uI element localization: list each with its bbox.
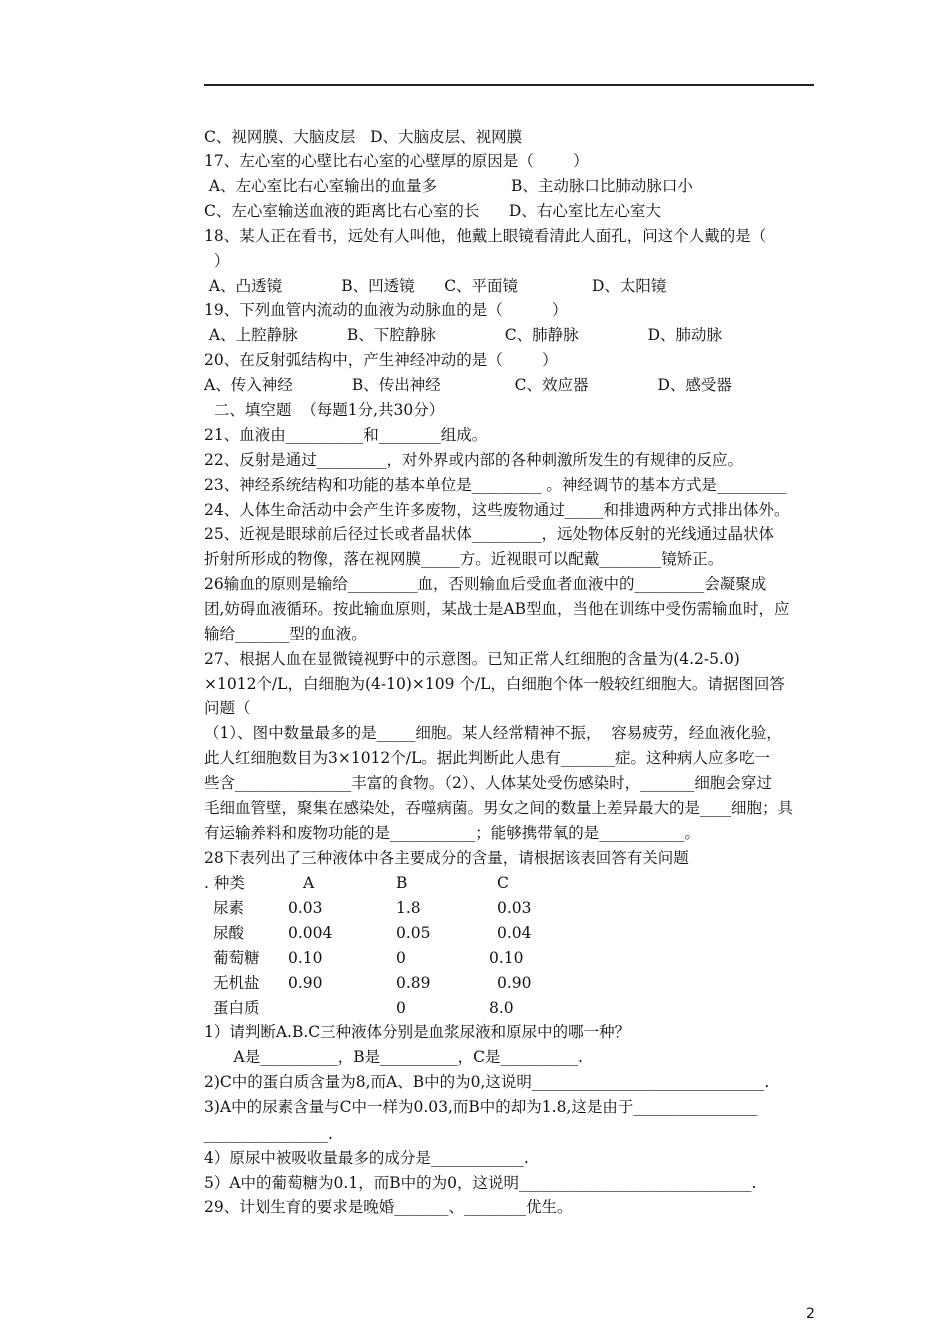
table-cell: 0.10 <box>288 949 323 967</box>
section-heading: 二、填空题 （每题1分,共30分） <box>204 401 445 419</box>
text-line: 输给_______型的血液。 <box>204 625 367 643</box>
question-19: 19、下列血管内流动的血液为动脉血的是（ ） <box>204 301 568 319</box>
text-line: 团,妨碍血液循环。按此输血原则，某战士是AB型血，当他在训练中受伤需输血时，应 <box>204 600 790 618</box>
table-cell: 0 <box>396 999 406 1017</box>
table-header-cell: A <box>303 874 315 892</box>
question-23: 23、神经系统结构和功能的基本单位是_________ 。神经调节的基本方式是_________ <box>204 476 787 494</box>
table-cell: 0.004 <box>288 924 333 942</box>
table-cell: 0.90 <box>497 974 532 992</box>
table-cell: 0.04 <box>497 924 532 942</box>
table-header-cell: . 种类 <box>204 874 245 892</box>
text-line: ） <box>204 252 230 270</box>
text-line: 折射所形成的物像，落在视网膜_____方。近视眼可以配戴________镜矫正。 <box>204 550 724 568</box>
question-26: 26输血的原则是输给_________血，否则输血后受血者血液中的_________会凝聚成 <box>204 575 767 593</box>
text-line: C、左心室输送血液的距离比右心室的长 D、右心室比左心室大 <box>204 202 661 220</box>
text-line: 2)C中的蛋白质含量为8,而A、B中的为0,这说明______________________________. <box>204 1073 770 1091</box>
table-cell: 0 <box>396 949 406 967</box>
question-17: 17、左心室的心壁比右心室的心壁厚的原因是（ ） <box>204 152 589 170</box>
text-line: A、上腔静脉 B、下腔静脉 C、肺静脉 D、肺动脉 <box>204 326 723 344</box>
table-cell: 葡萄糖 <box>213 949 260 967</box>
table-cell: 0.03 <box>497 899 532 917</box>
text-line: ________________. <box>204 1125 333 1143</box>
text-line: 5）A中的葡萄糖为0.1，而B中的为0，这说明______________________________. <box>204 1174 757 1192</box>
table-cell: 尿素 <box>213 899 245 917</box>
question-27: 27、根据人血在显微镜视野中的示意图。已知正常人红细胞的含量为(4.2-5.0) <box>204 650 740 668</box>
text-line: A、凸透镜 B、凹透镜 C、平面镜 D、太阳镜 <box>204 277 667 295</box>
question-28: 28下表列出了三种液体中各主要成分的含量，请根据该表回答有关问题 <box>204 849 689 867</box>
header-rule <box>204 84 814 86</box>
text-line: 3)A中的尿素含量与C中一样为0.03,而B中的却为1.8,这是由于________________ <box>204 1098 758 1116</box>
page-number: 2 <box>806 1306 815 1322</box>
question-20: 20、在反射弧结构中，产生神经冲动的是（ ） <box>204 351 558 369</box>
text-line: 有运输养料和废物功能的是___________；能够携带氧的是___________。 <box>204 824 701 842</box>
table-cell: 尿酸 <box>213 924 245 942</box>
table-cell: 0.10 <box>489 949 524 967</box>
table-cell: 蛋白质 <box>213 999 260 1017</box>
question-25: 25、近视是眼球前后径过长或者晶状体_________，远处物体反射的光线通过晶状体 <box>204 525 774 543</box>
question-24: 24、人体生命活动中会产生许多废物，这些废物通过_____和排遗两种方式排出体外。 <box>204 501 790 519</box>
table-cell: 0.90 <box>288 974 323 992</box>
text-line: A、传入神经 B、传出神经 C、效应器 D、感受器 <box>204 376 732 394</box>
text-line: A是__________，B是__________，C是__________. <box>204 1048 583 1066</box>
text-line: 问题（ <box>204 699 251 717</box>
text-line: ×1012个/L，白细胞为(4-10)×109 个/L，白细胞个体一般较红细胞大。请据图回答 <box>204 675 785 693</box>
text-line: 此人红细胞数目为3×1012个/L。据此判断此人患有_______症。这种病人应多吃一 <box>204 749 771 767</box>
question-22: 22、反射是通过_________，对外界或内部的各种刺激所发生的有规律的反应。 <box>204 451 743 469</box>
question-18: 18、某人正在看书，远处有人叫他，他戴上眼镜看清此人面孔，问这个人戴的是（ <box>204 227 767 245</box>
table-cell: 0.89 <box>396 974 431 992</box>
text-line: 些含_______________丰富的食物。（2）、人体某处受伤感染时，_______细胞会穿过 <box>204 774 772 792</box>
text-line: C、视网膜、大脑皮层 D、大脑皮层、视网膜 <box>204 128 523 146</box>
text-line: 1）请判断A.B.C三种液体分别是血浆尿液和原尿中的哪一种？ <box>204 1023 631 1041</box>
table-cell: 8.0 <box>489 999 514 1017</box>
text-line: 毛细血管壁，聚集在感染处，吞噬病菌。男女之间的数量上差异最大的是____细胞；具 <box>204 799 794 817</box>
text-line: 4）原尿中被吸收量最多的成分是____________. <box>204 1149 529 1167</box>
table-header-cell: C <box>497 874 509 892</box>
question-21: 21、血液由__________和________组成。 <box>204 426 488 444</box>
text-line: （1）、图中数量最多的是_____细胞。某人经常精神不振， 容易疲劳，经血液化验， <box>204 724 782 742</box>
question-29: 29、计划生育的要求是晚婚_______、________优生。 <box>204 1198 573 1216</box>
text-line: A、左心室比右心室输出的血量多 B、主动脉口比肺动脉口小 <box>204 177 693 195</box>
table-header-cell: B <box>396 874 408 892</box>
table-cell: 0.05 <box>396 924 431 942</box>
table-cell: 无机盐 <box>213 974 260 992</box>
table-cell: 1.8 <box>396 899 421 917</box>
table-cell: 0.03 <box>288 899 323 917</box>
